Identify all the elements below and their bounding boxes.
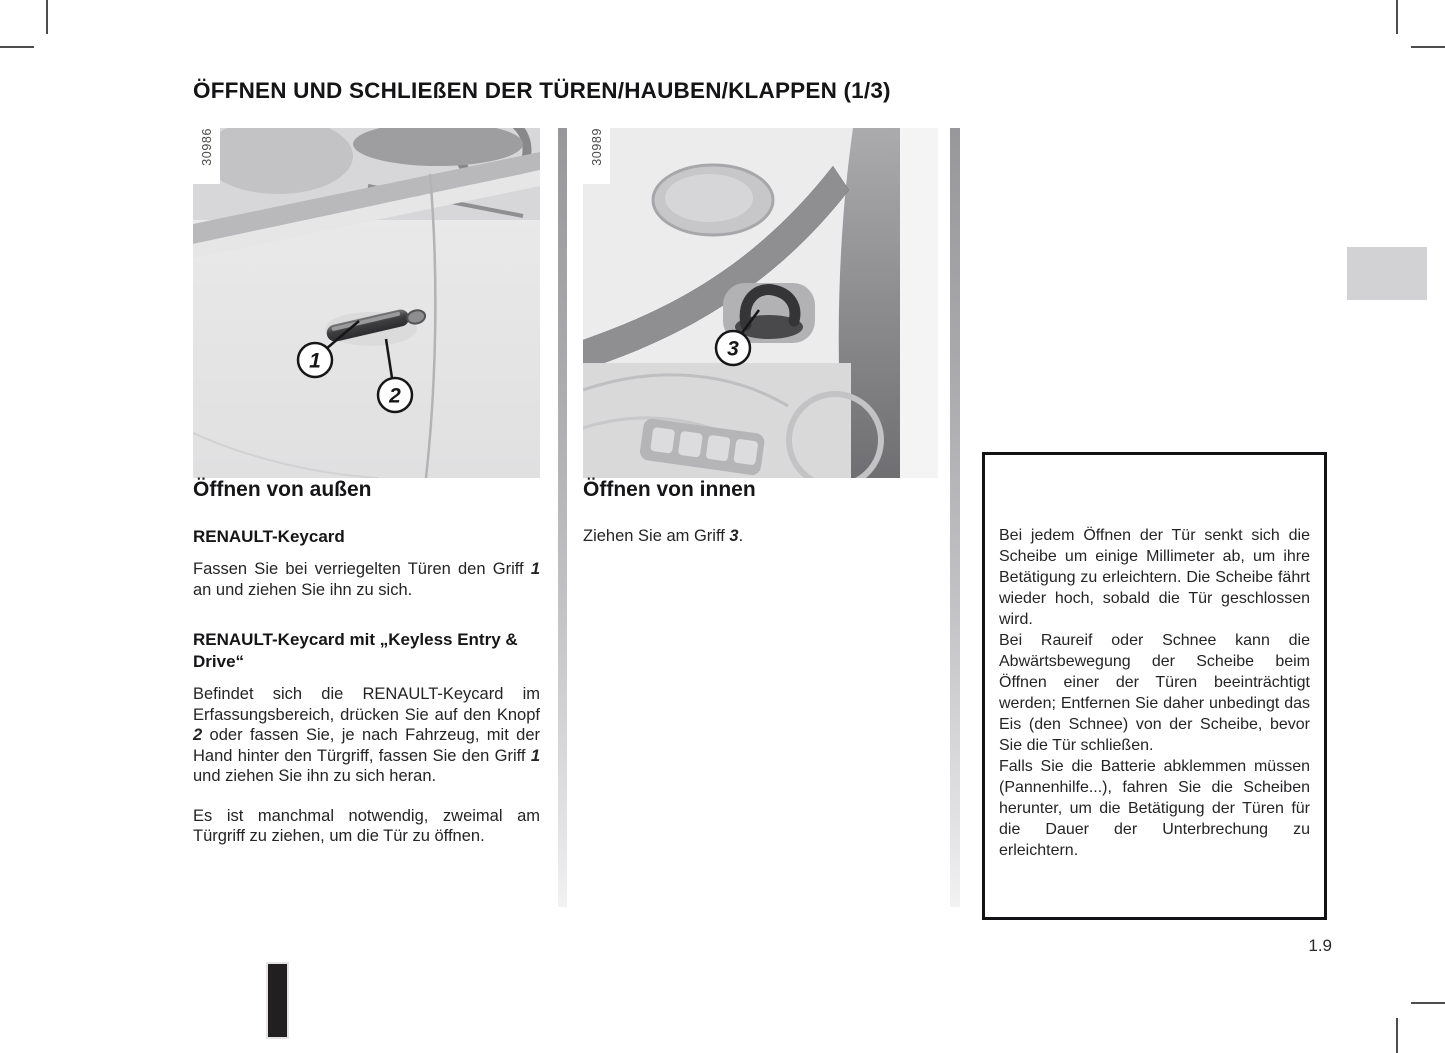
- callout-1: [298, 343, 332, 377]
- ref-knopf-2: 2: [193, 726, 203, 744]
- column-separator-right: [950, 128, 960, 907]
- column-separator-left: [558, 128, 567, 907]
- section-tab-marker: [1347, 247, 1427, 300]
- note-paragraph-battery: Falls Sie die Batterie abklemmen müssen (Pannenhilfe...), fahren Sie die Scheiben herunter, um die Betätigung der Türen für die Dauer der Unterbrechung zu erleichtern.: [999, 758, 1310, 859]
- crop-mark-bottom-right-h: [1411, 1002, 1445, 1004]
- crop-mark-top-right-h: [1411, 46, 1445, 48]
- crop-mark-bottom-right-v: [1396, 1018, 1398, 1053]
- svg-text:1: 1: [309, 349, 321, 373]
- paragraph-keyless: Befindet sich die RENAULT-Keycard im Erfassungsbereich, drücken Sie auf den Knopf 2 oder fassen Sie, je nach Fahrzeug, mit der Hand hinter den Türgriff, fassen Sie den Griff 1 und ziehen Sie ihn zu sich heran.: [193, 685, 540, 785]
- figure-id-label: 30989: [589, 128, 604, 166]
- door-interior-illustration: [583, 128, 938, 478]
- section-heading-outside: Öffnen von außen: [193, 478, 372, 501]
- page-number: 1.9: [1308, 936, 1332, 955]
- subheading-keycard: RENAULT-Keycard: [193, 527, 345, 546]
- ref-griff-3: 3: [729, 527, 739, 545]
- note-box: [982, 452, 1327, 920]
- callout-3: [716, 331, 750, 365]
- figure-door-exterior: [193, 128, 540, 478]
- exterior-sliver: [900, 128, 938, 478]
- note-paragraph-frost: Bei Raureif oder Schnee kann die Abwärtsbewegung der Scheibe beim Öffnen einer der Türen beeinträchtigt werden; Entfernen Sie daher unbedingt das Eis (den Schnee) von der Scheibe, bevor Sie die Tür schließen.: [999, 632, 1310, 754]
- ref-griff-1: 1: [530, 746, 540, 765]
- figure-id-label: 30986: [199, 128, 214, 166]
- crop-mark-top-left-h: [0, 46, 34, 48]
- figure-door-interior: [583, 128, 938, 478]
- subheading-keyless: RENAULT-Keycard mit „Keyless Entry & Drive“: [193, 630, 518, 671]
- paragraph-double-pull: Es ist manchmal notwendig, zweimal am Türgriff zu ziehen, um die Tür zu öffnen.: [193, 806, 540, 845]
- figure-id-patch: [583, 128, 610, 184]
- page-title: ÖFFNEN UND SCHLIEßEN DER TÜREN/HAUBEN/KLAPPEN (1/3): [193, 78, 891, 103]
- paragraph-keycard: Fassen Sie bei verriegelten Türen den Griff 1 an und ziehen Sie ihn zu sich.: [193, 560, 540, 599]
- crop-mark-top-left-v: [46, 0, 48, 34]
- ref-griff-1: 1: [530, 560, 540, 578]
- svg-text:3: 3: [727, 337, 739, 361]
- note-paragraph-window-drop: Bei jedem Öffnen der Tür senkt sich die Scheibe um einige Millimeter ab, um ihre Betätigung zu erleichtern. Die Scheibe fährt wieder hoch, sobald die Tür geschlossen wird.: [999, 527, 1310, 628]
- callout-2: [378, 378, 412, 412]
- binding-mark: [266, 962, 289, 1039]
- spacer: [193, 619, 540, 629]
- crop-mark-top-right-v: [1396, 0, 1398, 34]
- section-heading-inside: Öffnen von innen: [583, 478, 756, 501]
- door-exterior-illustration: [193, 128, 540, 478]
- svg-text:2: 2: [389, 384, 401, 408]
- figure-id-patch: [193, 128, 220, 184]
- section-open-from-inside: [583, 478, 938, 547]
- paragraph-inside: Ziehen Sie am Griff 3.: [583, 527, 744, 545]
- section-open-from-outside: [193, 478, 540, 847]
- mirror-glass: [665, 174, 753, 222]
